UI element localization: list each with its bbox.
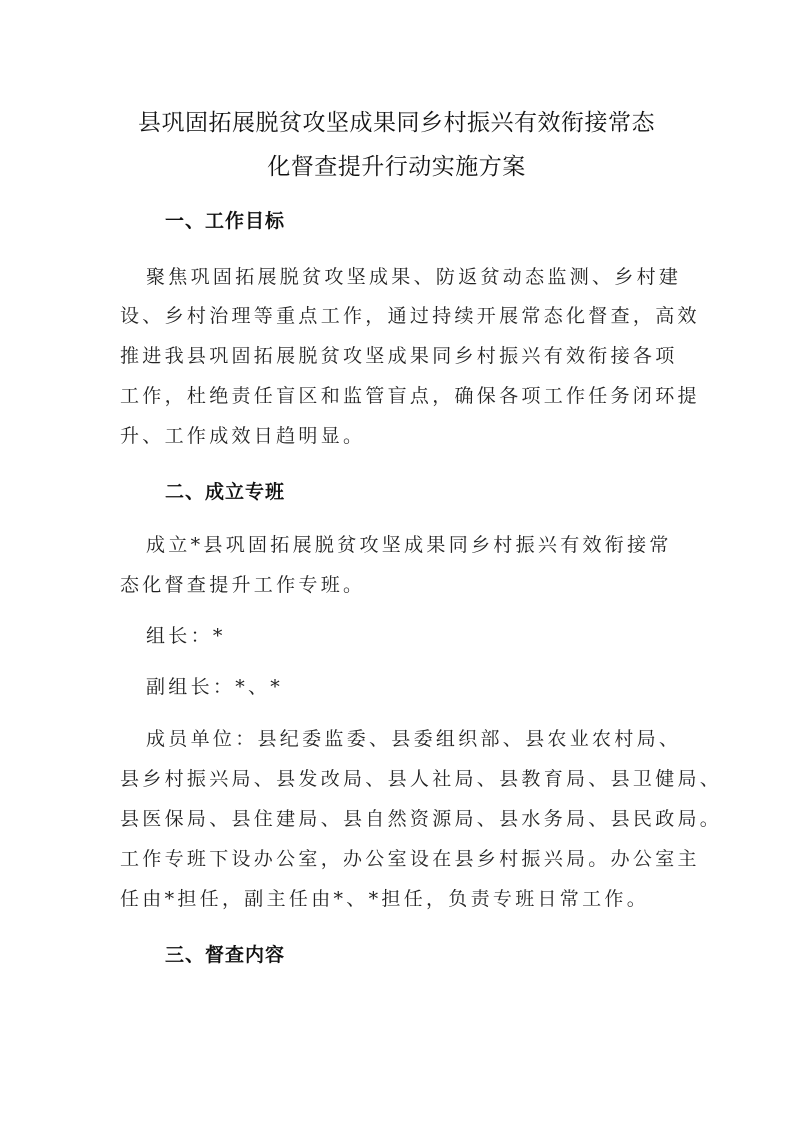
document-title-line-2: 化督查提升行动实施方案 xyxy=(267,154,526,180)
paragraph-line: 聚焦巩固拓展脱贫攻坚成果、防返贫动态监测、乡村建 xyxy=(146,266,682,288)
paragraph-line: 县医保局、县住建局、县自然资源局、县水务局、县民政局。 xyxy=(120,808,723,830)
paragraph-line: 成立*县巩固拓展脱贫攻坚成果同乡村振兴有效衔接常 xyxy=(146,534,672,556)
section-heading-inspection-content: 三、督查内容 xyxy=(165,944,286,966)
document-title-line-1: 县巩固拓展脱贫攻坚成果同乡村振兴有效衔接常态 xyxy=(138,110,655,136)
paragraph-line: 推进我县巩固拓展脱贫攻坚成果同乡村振兴有效衔接各项 xyxy=(120,345,678,367)
deputy-leader-line: 副组长：*、* xyxy=(146,676,284,698)
section-heading-task-force: 二、成立专班 xyxy=(165,481,286,503)
paragraph-line: 升、工作成效日趋明显。 xyxy=(120,425,366,447)
paragraph-line: 工作专班下设办公室，办公室设在县乡村振兴局。办公室主 xyxy=(120,848,700,870)
paragraph-line: 县乡村振兴局、县发改局、县人社局、县教育局、县卫健局、 xyxy=(120,768,723,790)
section-heading-goals: 一、工作目标 xyxy=(165,210,286,232)
team-leader-line: 组长：* xyxy=(146,625,226,647)
paragraph-line: 设、乡村治理等重点工作，通过持续开展常态化督查，高效 xyxy=(120,305,700,327)
paragraph-line: 成员单位：县纪委监委、县委组织部、县农业农村局、 xyxy=(146,728,682,750)
paragraph-line: 任由*担任，副主任由*、*担任，负责专班日常工作。 xyxy=(120,888,650,910)
paragraph-line: 工作，杜绝责任盲区和监管盲点，确保各项工作任务闭环提 xyxy=(120,385,700,407)
paragraph-line: 态化督查提升工作专班。 xyxy=(120,574,366,596)
